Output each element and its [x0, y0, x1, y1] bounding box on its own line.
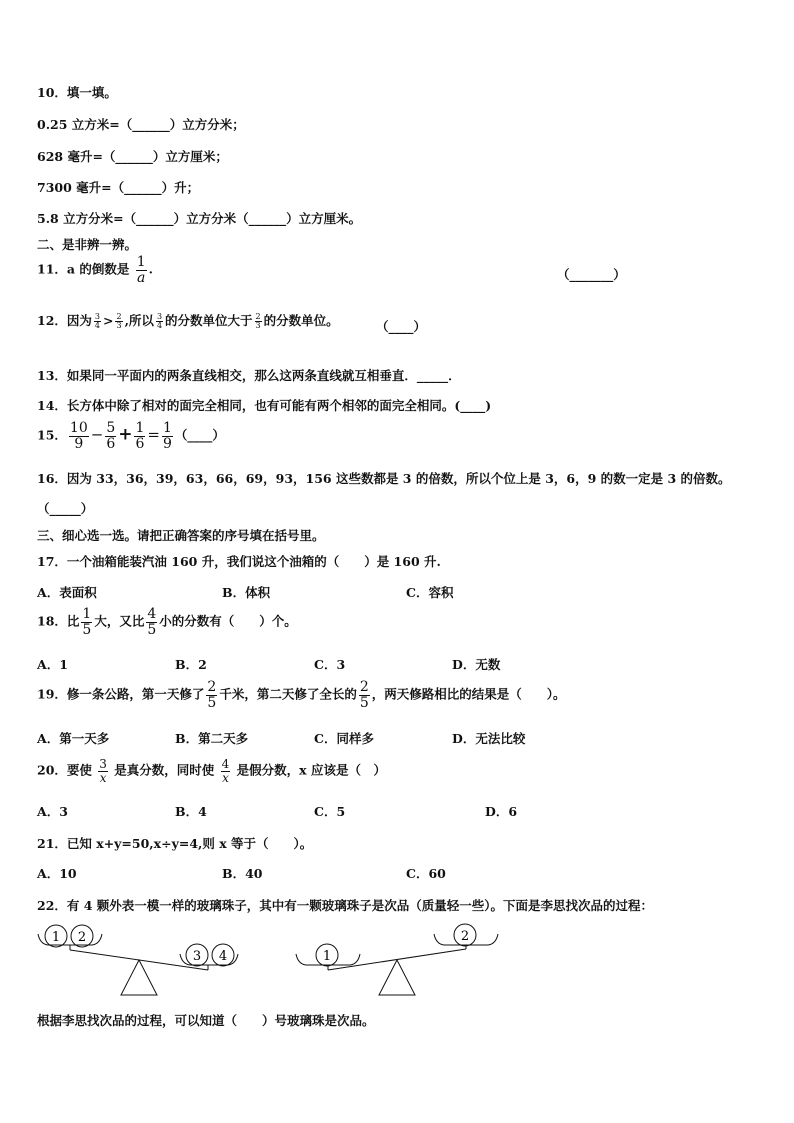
q11-suffix: .	[148, 261, 153, 277]
q10-line2: 628 毫升=（______）立方厘米；	[37, 149, 228, 164]
q17-option-a: A．表面积	[37, 585, 97, 600]
q19-suffix: ，两天修路相比的结果是（ ）。	[371, 686, 566, 702]
q13: 13．如果同一平面内的两条直线相交，那么这两条直线就互相垂直．_____．	[37, 368, 461, 383]
q18-option-d: D．无数	[452, 657, 501, 672]
bead-4-label: 4	[218, 949, 228, 964]
q12-answer-paren: （____）	[376, 319, 427, 334]
balance2-fulcrum	[379, 960, 415, 995]
q17-option-b: B．体积	[222, 585, 271, 600]
q11-prefix: 11．a 的倒数是	[37, 261, 130, 277]
q18-frac1	[81, 607, 92, 637]
q12-frac1-den: 4	[94, 321, 100, 330]
q16-text: 16．因为 33，36，39，63，66，69，93，156 这些数都是 3 的倍数，所以个位上是 3，6，9 的数一定是 3 的倍数。	[37, 471, 731, 486]
q12-frac3-den: 4	[156, 321, 163, 330]
section-2-heading: 二、是非辨一辨。	[37, 237, 138, 252]
balance1-fulcrum	[121, 960, 157, 995]
bead-2-b-label: 2	[460, 929, 470, 944]
q18-option-c: C．3	[314, 657, 346, 672]
q15-frac-b	[105, 421, 116, 451]
q15-op1: −	[90, 425, 104, 444]
q11-num: 1	[136, 254, 146, 270]
q19-option-b: B．第二天多	[175, 731, 249, 746]
q15-frac-a-num: 10	[69, 420, 88, 436]
q22-footer: 根据李思找次品的过程，可以知道（ ）号玻璃珠是次品。	[37, 1013, 375, 1028]
q10-line4: 5.8 立方分米=（______）立方分米（______）立方厘米。	[37, 211, 362, 226]
q20-mid: 是真分数，同时使	[114, 762, 215, 778]
q19-frac1	[206, 680, 217, 710]
q18-frac2-den: 5	[147, 621, 157, 638]
bead-1-b-label: 1	[322, 949, 332, 964]
q10-line3: 7300 毫升=（______）升；	[37, 180, 200, 195]
q17-option-c: C．容积	[406, 585, 454, 600]
q18-mid: 大，又比	[94, 613, 145, 629]
q15-prefix: 15．	[37, 427, 67, 443]
q12-frac1-num: 3	[94, 311, 100, 321]
q21-text: 21．已知 x+y=50,x÷y=4,则 x 等于（ ）。	[37, 836, 313, 851]
q18	[37, 607, 297, 637]
q21-option-c: C．60	[406, 866, 446, 881]
q14: 14．长方体中除了相对的面完全相同，也有可能有两个相邻的面完全相同。(____)	[37, 398, 492, 413]
q19-frac2	[359, 680, 370, 710]
q18-option-b: B．2	[175, 657, 207, 672]
q15-frac-c	[134, 421, 145, 451]
q18-suffix: 小的分数有（ ）个。	[159, 613, 297, 629]
q20-option-b: B．4	[175, 804, 207, 819]
balance1-right-pan	[180, 954, 238, 965]
q20-option-c: C．5	[314, 804, 346, 819]
q12-frac4	[255, 313, 262, 331]
bead-2-label: 2	[77, 930, 87, 945]
q15-op2: +	[118, 424, 133, 445]
q10-line1: 0.25 立方米=（______）立方分米；	[37, 117, 245, 132]
q19-mid: 千米，第二天修了全长的	[219, 686, 357, 702]
q11-den: a	[137, 269, 146, 286]
q20-frac2	[221, 758, 231, 784]
q20-option-a: A．3	[37, 804, 68, 819]
q12-frac2-num: 2	[116, 311, 122, 321]
q12-frac4-num: 2	[255, 311, 261, 321]
q15-frac-a	[69, 421, 89, 451]
q20-suffix: 是假分数，x 应该是（ ）	[236, 762, 386, 778]
balance-scale-2	[296, 924, 498, 995]
q15-frac-a-den: 9	[74, 435, 84, 452]
q11	[37, 255, 153, 285]
q12-frac3	[156, 313, 163, 331]
q18-option-a: A．1	[37, 657, 68, 672]
q18-frac2-num: 4	[147, 606, 157, 622]
q12-mid1: ,所以	[124, 313, 154, 328]
q20-frac2-den: x	[222, 770, 229, 785]
q12-suffix: 的分数单位。	[263, 313, 339, 328]
q20-frac2-num: 4	[221, 757, 230, 771]
q19-prefix: 19．修一条公路，第一天修了	[37, 686, 205, 702]
q11-answer-paren: （_______）	[557, 267, 626, 282]
q20-frac1	[98, 758, 108, 784]
q17-text: 17．一个油箱能装汽油 160 升，我们说这个油箱的（ ）是 160 升.	[37, 554, 441, 569]
q15-eq: =	[147, 425, 160, 444]
q19-option-a: A．第一天多	[37, 731, 110, 746]
q20-prefix: 20．要使	[37, 762, 92, 778]
q15-frac-r-den: 9	[162, 435, 172, 452]
q12-prefix: 12．因为	[37, 313, 92, 328]
q21-option-a: A．10	[37, 866, 77, 881]
q12-frac2	[115, 313, 122, 331]
q21-option-b: B．40	[222, 866, 263, 881]
bead-3-label: 3	[192, 949, 202, 964]
q20-option-d: D．6	[485, 804, 518, 819]
q19	[37, 680, 566, 710]
q19-frac2-den: 5	[359, 694, 369, 711]
q15-answer-paren: （____）	[174, 427, 225, 443]
balance-scale-1	[38, 925, 238, 995]
q10-title: 10．填一填。	[37, 85, 117, 100]
q12-frac3-num: 3	[156, 311, 163, 321]
q20-frac1-num: 3	[99, 757, 107, 771]
q19-option-d: D．无法比较	[452, 731, 526, 746]
q15-frac-c-den: 6	[135, 435, 145, 452]
q15-frac-r	[162, 421, 173, 451]
q20-frac1-den: x	[99, 770, 107, 785]
q19-frac1-num: 2	[207, 679, 217, 695]
q16-answer-paren: （_____）	[37, 501, 94, 516]
q11-fraction	[136, 255, 147, 285]
q12-frac1	[94, 313, 101, 331]
q19-frac1-den: 5	[207, 694, 217, 711]
q22-text: 22．有 4 颗外表一模一样的玻璃珠子，其中有一颗玻璃珠子是次品（质量轻一些）。下面是李思找次品的过程：	[37, 898, 654, 913]
q12-frac4-den: 3	[255, 321, 261, 330]
q12	[37, 311, 339, 330]
q20	[37, 758, 386, 784]
balance-scale-diagram	[0, 918, 794, 1008]
q19-option-c: C．同样多	[314, 731, 374, 746]
q18-prefix: 18．比	[37, 613, 80, 629]
q12-gt: >	[103, 313, 114, 328]
q18-frac1-num: 1	[82, 606, 92, 622]
q18-frac2	[146, 607, 157, 637]
q15-frac-r-num: 1	[162, 420, 172, 436]
q15-frac-b-num: 5	[106, 420, 116, 436]
q15-frac-b-den: 6	[106, 435, 116, 452]
q15-frac-c-num: 1	[135, 420, 145, 436]
q12-mid2: 的分数单位大于	[165, 313, 253, 328]
section-3-heading: 三、细心选一选。请把正确答案的序号填在括号里。	[37, 528, 325, 543]
q18-frac1-den: 5	[82, 621, 92, 638]
q12-frac2-den: 3	[116, 321, 122, 330]
q15	[37, 421, 225, 451]
q19-frac2-num: 2	[359, 679, 369, 695]
bead-1-label: 1	[51, 930, 61, 945]
